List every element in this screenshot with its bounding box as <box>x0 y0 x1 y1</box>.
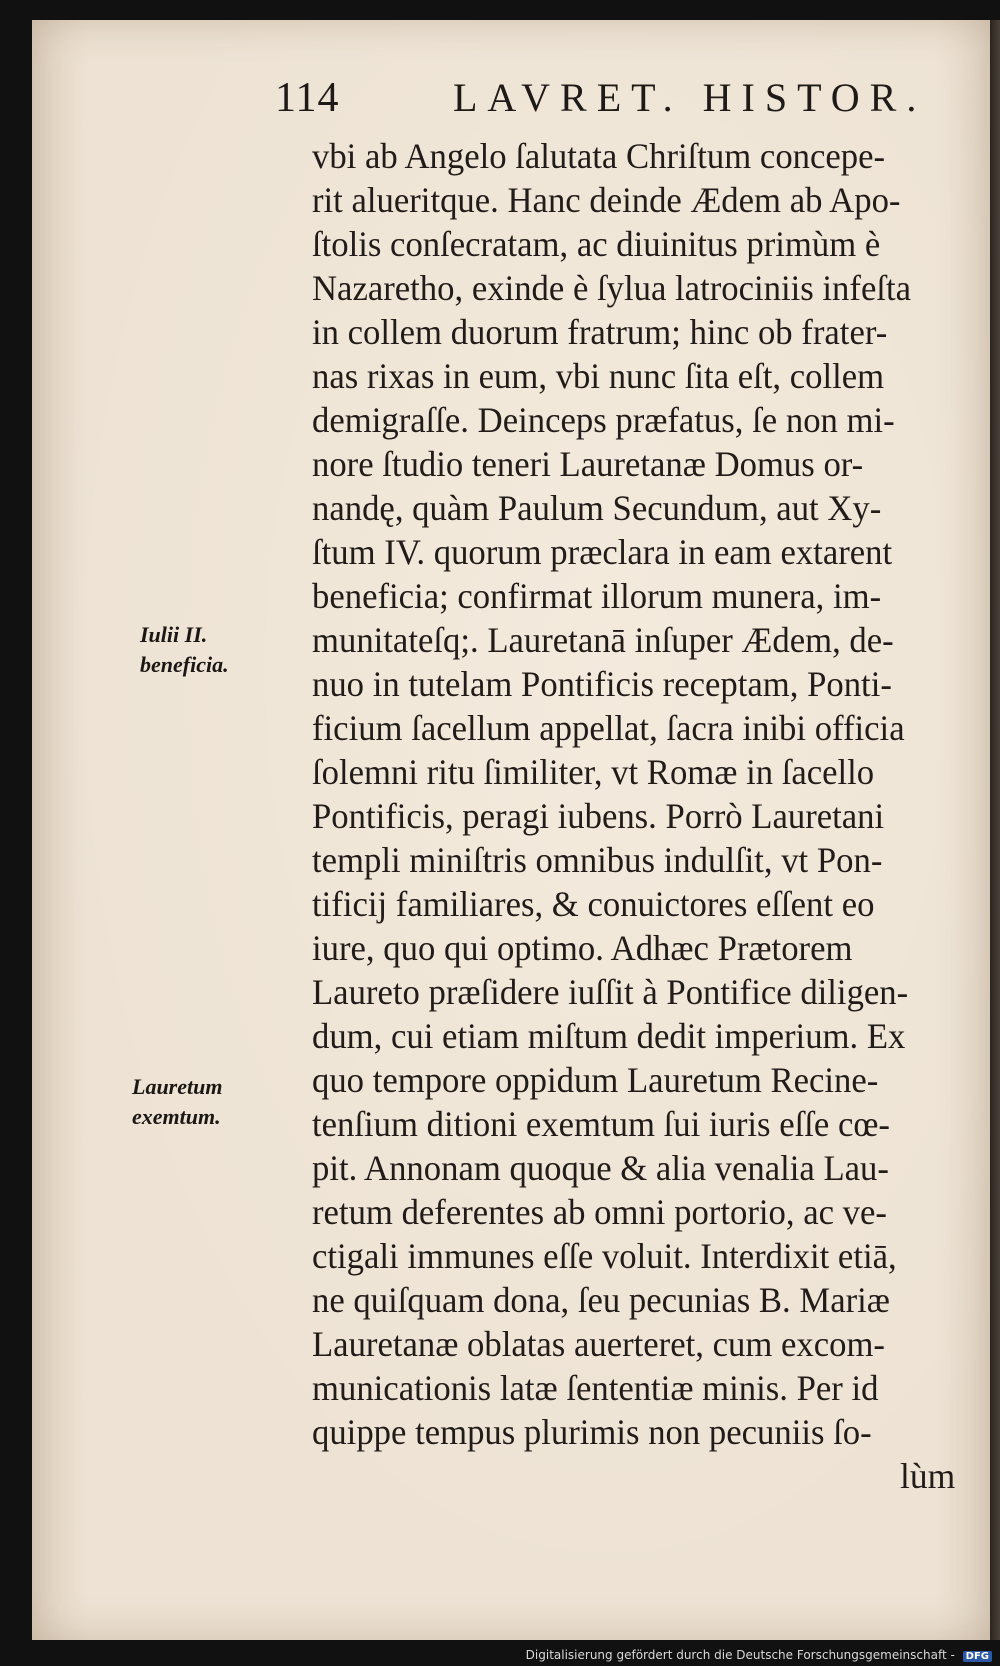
text-line: tenſium ditioni exemtum ſui iuris eſſe cœ- <box>312 1104 890 1144</box>
text-line: ſolemni ritu ſimiliter, vt Romæ in ſacello <box>312 752 875 792</box>
text-line: ſtolis conſecratam, ac diuinitus primùm è <box>312 224 881 264</box>
text-line: iure, quo qui optimo. Adhæc Prætorem <box>312 928 853 968</box>
running-title: LAVRET. HISTOR. <box>453 75 927 120</box>
text-line: ficium ſacellum appellat, ſacra inibi officia <box>312 708 905 748</box>
text-line: pit. Annonam quoque & alia venalia Lau- <box>312 1148 889 1188</box>
text-line: nore ſtudio teneri Lauretanæ Domus or- <box>312 444 864 484</box>
margin-note-line: beneficia. <box>140 652 229 677</box>
margin-note-line: Iulii II. <box>140 622 208 647</box>
digitization-credit <box>526 1648 992 1662</box>
text-line: municationis latæ ſententiæ minis. Per id <box>312 1368 879 1408</box>
text-line: quo tempore oppidum Lauretum Recine- <box>312 1060 879 1100</box>
text-line: Nazaretho, exinde è ſylua latrociniis infeſta <box>312 268 912 308</box>
body-text <box>312 134 998 1498</box>
text-line: nas rixas in eum, vbi nunc ſita eſt, collem <box>312 356 885 396</box>
text-line: Lauretanæ oblatas auerteret, cum excom- <box>312 1324 885 1364</box>
margin-note-line: Lauretum <box>132 1074 223 1099</box>
text-line: nandę, quàm Paulum Secundum, aut Xy- <box>312 488 882 528</box>
text-line: rit alueritque. Hanc deinde Ædem ab Apo- <box>312 180 901 220</box>
text-line: quippe tempus plurimis non pecuniis ſo- <box>312 1412 872 1452</box>
text-line: beneficia; confirmat illorum munera, im- <box>312 576 882 616</box>
text-line: demigraſſe. Deinceps præfatus, ſe non mi- <box>312 400 895 440</box>
text-line: dum, cui etiam miſtum dedit imperium. Ex <box>312 1016 906 1056</box>
text-line: Laureto præſidere iuſſit à Pontifice diligen- <box>312 972 909 1012</box>
text-line: tificij familiares, & conuictores eſſent eo <box>312 884 875 924</box>
text-line: nuo in tutelam Pontificis receptam, Ponti- <box>312 664 892 704</box>
text-line: vbi ab Angelo ſalutata Chriſtum concepe- <box>312 136 886 176</box>
text-line: lùm <box>900 1456 956 1496</box>
text-line: retum deferentes ab omni portorio, ac ve- <box>312 1192 887 1232</box>
page-number: 114 <box>275 75 340 121</box>
dfg-logo: DFG <box>963 1651 992 1662</box>
text-line: templi miniſtris omnibus indulſit, vt Pon- <box>312 840 883 880</box>
text-line: ctigali immunes eſſe voluit. Interdixit etiā, <box>312 1236 897 1276</box>
text-line: ne quiſquam dona, ſeu pecunias B. Mariæ <box>312 1280 890 1320</box>
margin-note-lauretum-exemtum <box>132 1072 222 1132</box>
margin-note-line: exemtum. <box>132 1104 221 1129</box>
text-line: in collem duorum fratrum; hinc ob frater- <box>312 312 888 352</box>
text-line: ſtum IV. quorum præclara in eam extarent <box>312 532 893 572</box>
text-line: munitateſq;. Lauretanā inſuper Ædem, de- <box>312 620 894 660</box>
text-line: Pontificis, peragi iubens. Porrò Lauretani <box>312 796 885 836</box>
page-header <box>275 68 975 128</box>
credit-text: Digitalisierung gefördert durch die Deutsche Forschungsgemeinschaft - <box>525 1648 955 1662</box>
margin-note-iulii-beneficia <box>140 620 229 680</box>
